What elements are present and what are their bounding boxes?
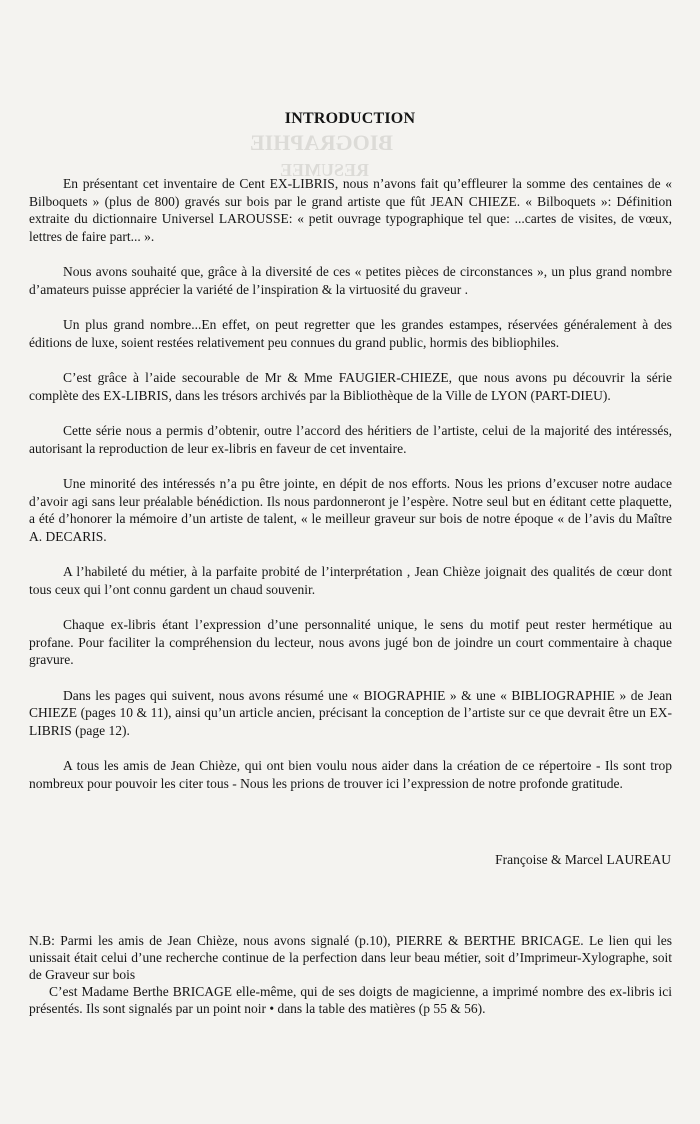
paragraph: Une minorité des intéressés n’a pu être jointe, en dépit de nos efforts. Nous les prions d’excuser notre audace d’avoir agi sans leur préalable bénédiction. Ils nous pardonneront je l’espère. Notre seul but en éditant cette plaquette, a été d’honorer la mémoire d’un artiste de talent, « le meilleur graveur sur bois de notre époque « de l’avis du Maître A. DECARIS.	[29, 476, 672, 544]
paragraph: Chaque ex-libris étant l’expression d’une personnalité unique, le sens du motif peut rester hermétique au profane. Pour faciliter la compréhension du lecteur, nous avons jugé bon de joindre un court commentaire à chaque gravure.	[29, 617, 672, 667]
paragraph: En présentant cet inventaire de Cent EX-LIBRIS, nous n’avons fait qu’effleurer la somme des centaines de « Bilboquets » (plus de 800) gravés sur bois par le grand artiste que fût JEAN CHIEZE. « Bilboquets »: Définition extraite du dictionnaire Universel LAROUSSE: « petit ouvrage typographique tel que: ...cartes de visites, de vœux, lettres de faire part... ».	[29, 176, 672, 244]
paragraph: A tous les amis de Jean Chièze, qui ont bien voulu nous aider dans la création de ce répertoire - Ils sont trop nombreux pour pouvoir les citer tous - Nous les prions de trouver ici l’expression de notre profonde gratitude.	[29, 758, 672, 791]
bleed-through-heading: BIOGRAPHIE	[250, 130, 394, 155]
page-title: INTRODUCTION	[284, 110, 416, 127]
paragraph: Nous avons souhaité que, grâce à la diversité de ces « petites pièces de circonstances », un plus grand nombre d’amateurs puisse apprécier la variété de l’inspiration & la virtuosité du graveur .	[29, 264, 672, 297]
bleed-through-subheading: RESUMEE	[280, 160, 370, 180]
nota-bene	[29, 932, 672, 1017]
introduction-body	[29, 175, 672, 810]
paragraph: A l’habileté du métier, à la parfaite probité de l’interprétation , Jean Chièze joignait des qualités de cœur dont tous ceux qui l’ont connu gardent un chaud souvenir.	[29, 564, 672, 597]
paragraph: C’est grâce à l’aide secourable de Mr & Mme FAUGIER-CHIEZE, que nous avons pu découvrir la série complète des EX-LIBRIS, dans les trésors archivés par la Bibliothèque de la Ville de LYON (PART-DIEU).	[29, 370, 672, 403]
signature: Françoise & Marcel LAUREAU	[495, 852, 671, 867]
paragraph: Cette série nous a permis d’obtenir, outre l’accord des héritiers de l’artiste, celui de la majorité des intéressés, autorisant la reproduction de leur ex-libris en faveur de cet inventaire.	[29, 423, 672, 456]
paragraph: Un plus grand nombre...En effet, on peut regretter que les grandes estampes, réservées généralement à des éditions de luxe, soient restées relativement peu connues du grand public, hormis des bibliophiles.	[29, 317, 672, 350]
nb-paragraph: N.B: Parmi les amis de Jean Chièze, nous avons signalé (p.10), PIERRE & BERTHE BRICAGE. Le lien qui les unissait était celui d’une recherche continue de la perfection dans leur beau métier, soit d’Imprimeur-Xylographe, soit de Graveur sur bois	[29, 933, 672, 982]
paragraph: Dans les pages qui suivent, nous avons résumé une « BIOGRAPHIE » & une « BIBLIOGRAPHIE » de Jean CHIEZE (pages 10 & 11), ainsi qu’un article ancien, précisant la conception de l’artiste sur ce que devrait être un EX-LIBRIS (page 12).	[29, 687, 672, 738]
nb-paragraph: C’est Madame Berthe BRICAGE elle-même, qui de ses doigts de magicienne, a imprimé nombre des ex-libris ici présentés. Ils sont signalés par un point noir • dans la table des matières (p 55 & 56).	[29, 984, 672, 1016]
